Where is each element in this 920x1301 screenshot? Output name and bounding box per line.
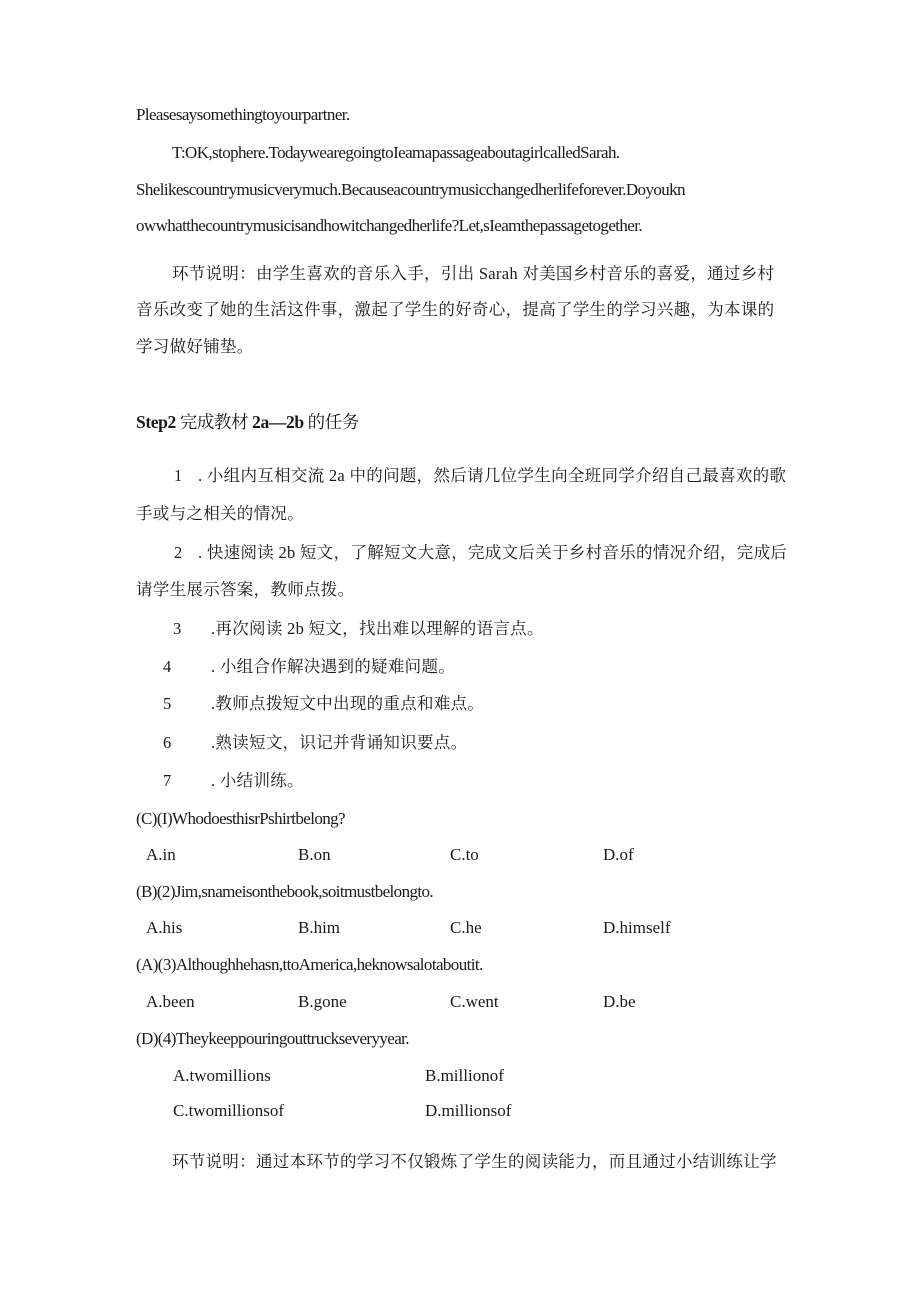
q1-option-c: C.to xyxy=(450,845,479,864)
step2-range: 2a—2b xyxy=(252,412,304,432)
dialogue-line-2: T:OK,stophere.TodaywearegoingtoIeamapassageaboutagirlcalledSarah. xyxy=(172,143,620,162)
step-4-number: 4 xyxy=(163,657,172,676)
q3-option-d: D.be xyxy=(603,992,636,1011)
step-4-text: . 小组合作解决遇到的疑难问题。 xyxy=(211,657,456,676)
q4-option-b: B.millionof xyxy=(425,1066,504,1085)
step2-label: Step2 xyxy=(136,412,176,432)
step-5-number: 5 xyxy=(163,694,172,713)
q4-option-d: D.millionsof xyxy=(425,1101,512,1120)
q1-option-d: D.of xyxy=(603,845,634,864)
step-5-text: .教师点拨短文中出现的重点和难点。 xyxy=(211,694,485,713)
q2-option-d: D.himself xyxy=(603,918,671,937)
step-6-number: 6 xyxy=(163,733,172,752)
step-7-number: 7 xyxy=(163,771,172,790)
step-2-line-2: 请学生展示答案，教师点拨。 xyxy=(136,580,355,599)
question-1: (C)(I)WhodoesthisrPshirtbelong? xyxy=(136,809,345,828)
note1-line-3: 学习做好铺垫。 xyxy=(136,337,254,356)
question-4: (D)(4)Theykeeppouringouttruckseveryyear. xyxy=(136,1029,409,1048)
q3-option-c: C.went xyxy=(450,992,499,1011)
dialogue-line-4: owwhatthecountrymusicisandhowitchangedherlife?Let,sIeamthepassagetogether. xyxy=(136,216,643,235)
step-2-line-1: . 快速阅读 2b 短文，了解短文大意，完成文后关于乡村音乐的情况介绍，完成后 xyxy=(198,543,788,562)
q4-option-c: C.twomillionsof xyxy=(173,1101,284,1120)
step-1-line-1: . 小组内互相交流 2a 中的问题，然后请几位学生向全班同学介绍自己最喜欢的歌 xyxy=(198,466,787,485)
dialogue-line-3: Shelikescountrymusicverymuch.Becauseacountrymusicchangedherlifeforever.Doyoukn xyxy=(136,180,685,199)
note1-line-1: 环节说明：由学生喜欢的音乐入手，引出 Sarah 对美国乡村音乐的喜爱，通过乡村 xyxy=(172,264,775,283)
note1-line-2: 音乐改变了她的生活这件事，激起了学生的好奇心，提高了学生的学习兴趣，为本课的 xyxy=(136,300,775,319)
step-2-number: 2 xyxy=(174,543,183,562)
q1-option-a: A.in xyxy=(146,845,176,864)
step2-text-1: 完成教材 xyxy=(175,412,253,432)
dialogue-line-1: Pleasesaysomethingtoyourpartner. xyxy=(136,105,350,124)
note2-line-1: 环节说明：通过本环节的学习不仅锻炼了学生的阅读能力，而且通过小结训练让学 xyxy=(172,1152,777,1171)
step-6-text: .熟读短文，识记并背诵知识要点。 xyxy=(211,733,468,752)
q2-option-c: C.he xyxy=(450,918,482,937)
q2-option-a: A.his xyxy=(146,918,183,937)
step-1-line-2: 手或与之相关的情况。 xyxy=(136,504,304,523)
question-2: (B)(2)Jim,snameisonthebook,soitmustbelongto. xyxy=(136,882,434,901)
step2-text-2: 的任务 xyxy=(303,412,359,432)
q1-option-b: B.on xyxy=(298,845,331,864)
q3-option-b: B.gone xyxy=(298,992,347,1011)
step-3-text: .再次阅读 2b 短文，找出难以理解的语言点。 xyxy=(211,619,544,638)
question-3: (A)(3)Althoughhehasn,ttoAmerica,heknowsalotaboutit. xyxy=(136,955,483,974)
step-7-text: . 小结训练。 xyxy=(211,771,304,790)
q2-option-b: B.him xyxy=(298,918,341,937)
step2-heading xyxy=(136,410,796,434)
q3-option-a: A.been xyxy=(146,992,195,1011)
step-1-number: 1 xyxy=(174,466,183,485)
step-3-number: 3 xyxy=(173,619,182,638)
q4-option-a: A.twomillions xyxy=(173,1066,271,1085)
